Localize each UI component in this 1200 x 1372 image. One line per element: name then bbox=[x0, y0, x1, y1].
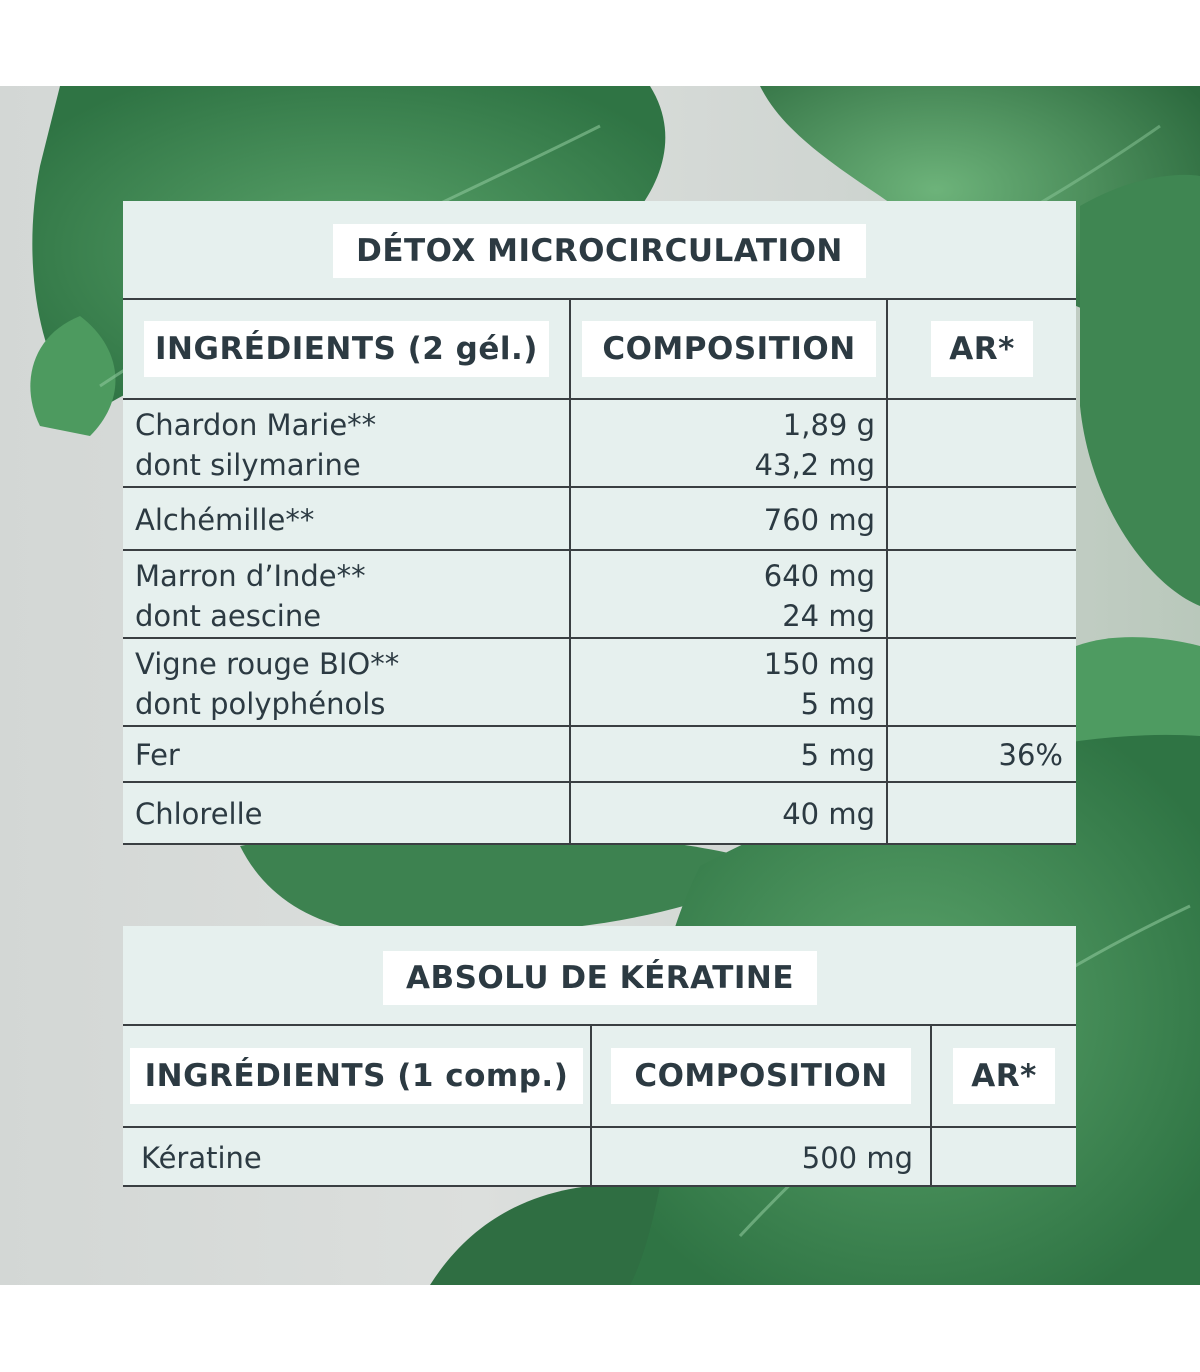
ingredient-name: Vigne rouge BIO** bbox=[135, 647, 400, 681]
table-title: DÉTOX MICROCIRCULATION bbox=[333, 224, 866, 278]
divider bbox=[123, 398, 1076, 400]
divider bbox=[123, 781, 1076, 783]
ingredient-name: Fer bbox=[135, 738, 180, 772]
ar-value: 36% bbox=[998, 738, 1063, 772]
divider bbox=[123, 1024, 1076, 1026]
ingredient-name: Marron d’Inde** bbox=[135, 559, 366, 593]
composition-subvalue: 5 mg bbox=[800, 687, 875, 721]
ingredient-subname: dont silymarine bbox=[135, 448, 361, 482]
composition-value: 760 mg bbox=[763, 503, 875, 537]
header-composition: COMPOSITION bbox=[582, 321, 876, 377]
header-ingredients: INGRÉDIENTS (1 comp.) bbox=[130, 1048, 583, 1104]
ingredient-subname: dont polyphénols bbox=[135, 687, 386, 721]
divider bbox=[123, 549, 1076, 551]
composition-value: 500 mg bbox=[801, 1141, 913, 1175]
divider bbox=[123, 298, 1076, 300]
column-divider bbox=[886, 298, 888, 845]
divider bbox=[123, 843, 1076, 845]
column-divider bbox=[569, 298, 571, 845]
divider bbox=[123, 486, 1076, 488]
header-ar: AR* bbox=[931, 321, 1033, 377]
column-divider bbox=[590, 1024, 592, 1187]
header-ingredients: INGRÉDIENTS (2 gél.) bbox=[144, 321, 549, 377]
composition-subvalue: 24 mg bbox=[782, 599, 875, 633]
divider bbox=[123, 637, 1076, 639]
composition-value: 5 mg bbox=[800, 738, 875, 772]
detox-table bbox=[123, 201, 1076, 845]
header-ar: AR* bbox=[953, 1048, 1055, 1104]
composition-value: 640 mg bbox=[763, 559, 875, 593]
table-title: ABSOLU DE KÉRATINE bbox=[383, 951, 817, 1005]
divider bbox=[123, 1185, 1076, 1187]
composition-value: 40 mg bbox=[782, 797, 875, 831]
ingredient-subname: dont aescine bbox=[135, 599, 322, 633]
composition-value: 150 mg bbox=[763, 647, 875, 681]
composition-subvalue: 43,2 mg bbox=[754, 448, 875, 482]
header-composition: COMPOSITION bbox=[611, 1048, 911, 1104]
ingredient-name: Chlorelle bbox=[135, 797, 263, 831]
ingredient-name: Kératine bbox=[141, 1141, 262, 1175]
ingredient-name: Alchémille** bbox=[135, 503, 315, 537]
column-divider bbox=[930, 1024, 932, 1187]
keratine-table bbox=[123, 926, 1076, 1187]
composition-value: 1,89 g bbox=[782, 408, 875, 442]
divider bbox=[123, 725, 1076, 727]
divider bbox=[123, 1126, 1076, 1128]
ingredient-name: Chardon Marie** bbox=[135, 408, 377, 442]
